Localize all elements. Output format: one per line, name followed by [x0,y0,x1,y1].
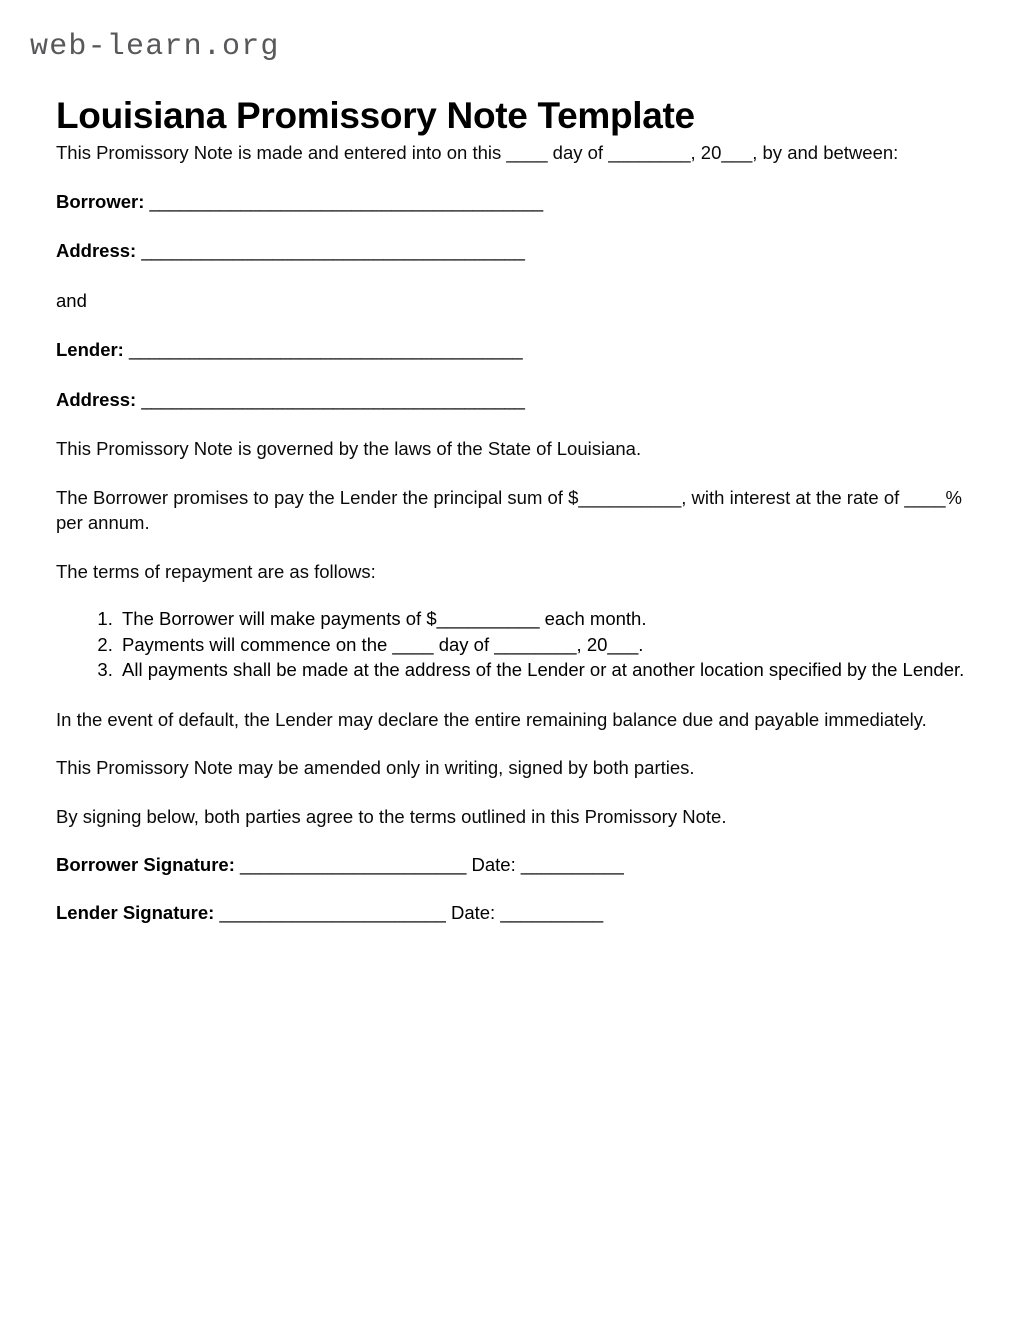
site-watermark: web-learn.org [30,30,280,64]
borrower-label: Borrower: [56,190,145,212]
lender-signature-blank[interactable]: ______________________ [219,902,446,923]
lender-signature-label: Lender Signature: [56,902,215,923]
borrower-date-label: Date: [471,854,516,876]
borrower-date-blank[interactable]: __________ [520,854,624,876]
amendment-clause-paragraph: This Promissory Note may be amended only in writing, signed by both parties. [56,757,695,779]
borrower-signature-row [56,852,966,878]
list-item: 1. The Borrower will make payments of $__________ each month. [118,607,966,632]
page-title: Louisiana Promissory Note Template [56,94,695,136]
list-item: 2. Payments will commence on the ____ day of ________, 20___. [118,633,966,658]
lender-date-blank[interactable]: __________ [500,902,604,923]
lender-date-label: Date: [450,902,496,923]
borrower-signature-blank[interactable]: ______________________ [240,854,467,876]
borrower-field-row [56,189,966,215]
lender-address-label: Address: [56,388,137,410]
governing-law-paragraph: This Promissory Note is governed by the laws of the State of Louisiana. [56,438,642,460]
borrower-address-label: Address: [56,240,137,262]
borrower-address-field-row [56,238,966,264]
borrower-signature-label: Borrower Signature: [56,854,235,876]
terms-intro-paragraph: The terms of repayment are as follows: [56,560,376,582]
document-body [56,140,966,948]
principal-paragraph: The Borrower promises to pay the Lender the principal sum of $__________, with interest at the rate of ____% per annum. [56,486,963,534]
repayment-terms-list [56,607,966,683]
default-clause-paragraph: In the event of default, the Lender may declare the entire remaining balance due and payable immediately. [56,708,927,730]
borrower-address-blank[interactable]: ______________________________________ [141,240,525,262]
list-item: 3. All payments shall be made at the address of the Lender or at another location specified by the Lender. [118,658,966,683]
and-connector: and [56,289,87,311]
lender-address-field-row [56,387,966,413]
lender-signature-row [56,900,966,926]
borrower-blank[interactable]: _______________________________________ [149,190,544,212]
lender-label: Lender: [56,339,124,361]
intro-paragraph: This Promissory Note is made and entered into on this ____ day of ________, 20___, by and between: [56,142,899,163]
lender-blank[interactable]: _______________________________________ [128,339,523,361]
lender-address-blank[interactable]: ______________________________________ [141,388,525,410]
signing-clause-paragraph: By signing below, both parties agree to the terms outlined in this Promissory Note. [56,805,727,827]
lender-field-row [56,337,966,363]
